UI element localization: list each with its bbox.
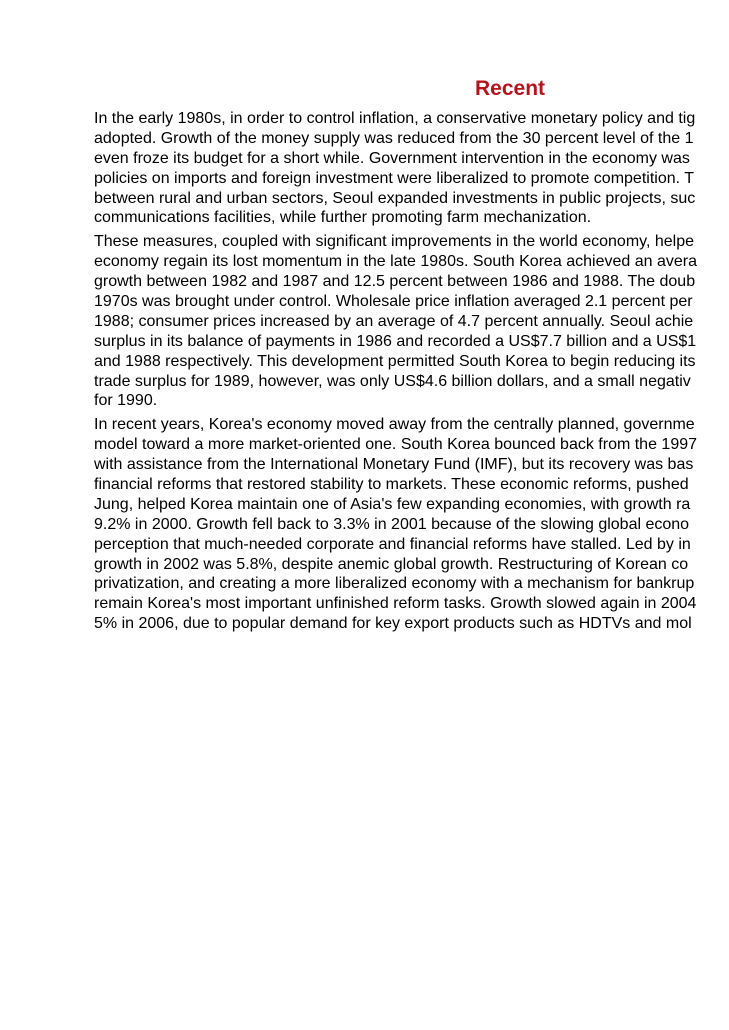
paragraph-2: [94, 232, 729, 411]
text-line: and 1988 respectively. This development permitted South Korea to begin reducing its: [94, 352, 696, 370]
text-line: communications facilities, while further promoting farm mechanization.: [94, 209, 592, 227]
text-line: These measures, coupled with significant improvements in the world economy, helpe: [94, 233, 694, 251]
text-line: trade surplus for 1989, however, was only US$4.6 billion dollars, and a small negativ: [94, 372, 691, 390]
text-line: adopted. Growth of the money supply was reduced from the 30 percent level of the 1: [94, 129, 694, 147]
text-line: economy regain its lost momentum in the late 1980s. South Korea achieved an avera: [94, 253, 698, 271]
text-line: Jung, helped Korea maintain one of Asia's few expanding economies, with growth ra: [94, 495, 691, 513]
text-line: surplus in its balance of payments in 1986 and recorded a US$7.7 billion and a US$1: [94, 332, 697, 350]
text-line: model toward a more market-oriented one. South Korea bounced back from the 1997: [94, 436, 698, 454]
text-line: for 1990.: [94, 392, 158, 410]
paragraph-1: [94, 109, 729, 228]
body-text: [94, 109, 729, 638]
text-line: 9.2% in 2000. Growth fell back to 3.3% in 2001 because of the slowing global econo: [94, 515, 690, 533]
text-line: perception that much-needed corporate and financial reforms have stalled. Led by in: [94, 535, 691, 553]
paragraph-3: [94, 415, 729, 634]
text-line: growth between 1982 and 1987 and 12.5 percent between 1986 and 1988. The doub: [94, 273, 696, 291]
text-line: In the early 1980s, in order to control inflation, a conservative monetary policy and tig: [94, 110, 696, 127]
page-title: Recent: [475, 77, 546, 100]
text-line: even froze its budget for a short while. Government intervention in the economy was: [94, 149, 690, 167]
text-line: financial reforms that restored stability to markets. These economic reforms, pushed: [94, 476, 689, 494]
text-line: policies on imports and foreign investment were liberalized to promote competition. T: [94, 169, 694, 187]
text-line: with assistance from the International Monetary Fund (IMF), but its recovery was bas: [94, 456, 694, 474]
text-line: remain Korea's most important unfinished reform tasks. Growth slowed again in 2004: [94, 595, 697, 613]
text-line: between rural and urban sectors, Seoul expanded investments in public projects, suc: [94, 189, 696, 207]
text-line: 1988; consumer prices increased by an average of 4.7 percent annually. Seoul achie: [94, 312, 694, 330]
text-line: 5% in 2006, due to popular demand for key export products such as HDTVs and mol: [94, 615, 692, 633]
text-line: In recent years, Korea's economy moved away from the centrally planned, governme: [94, 416, 695, 434]
text-line: privatization, and creating a more liberalized economy with a mechanism for bankrup: [94, 575, 695, 593]
text-line: growth in 2002 was 5.8%, despite anemic global growth. Restructuring of Korean co: [94, 555, 689, 573]
text-line: 1970s was brought under control. Wholesale price inflation averaged 2.1 percent per: [94, 293, 693, 311]
